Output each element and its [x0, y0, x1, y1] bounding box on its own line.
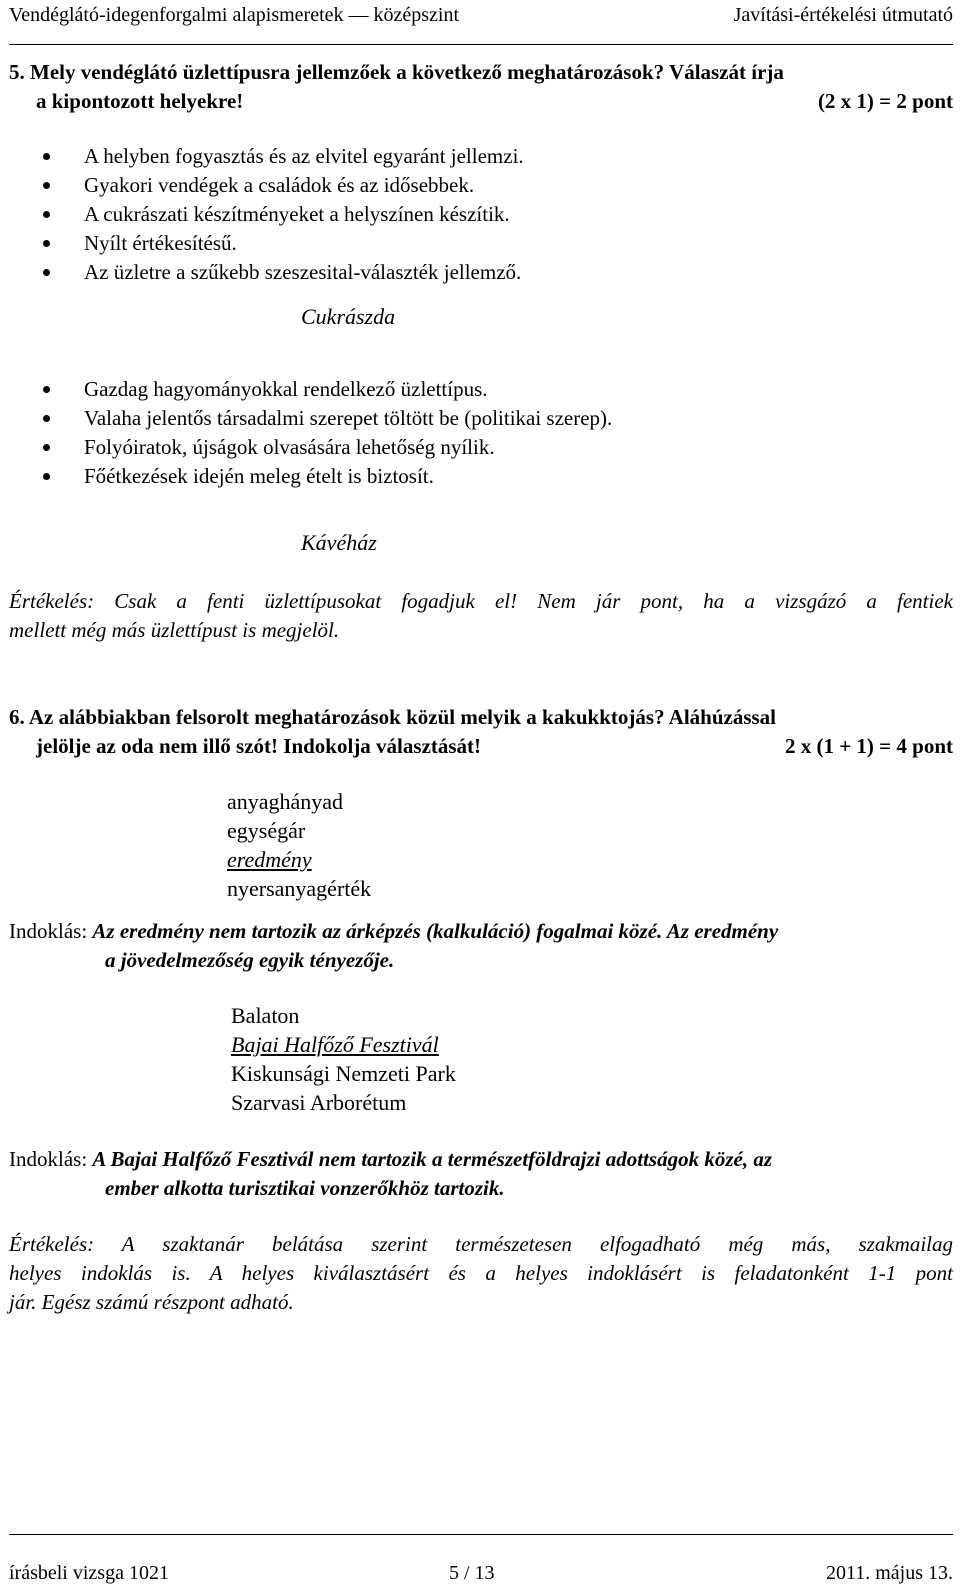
list-item-text: A helyben fogyasztás és az elvitel egyaránt jellemzi.	[84, 144, 524, 168]
list-item	[9, 462, 612, 491]
evaluation-line: Értékelés: A szaktanár belátása szerint természetesen elfogadható még más, szakmailag	[9, 1232, 953, 1256]
reason-label: Indoklás:	[9, 1147, 88, 1171]
header-doc-type: Javítási-értékelési útmutató	[733, 4, 953, 26]
list-item-text: Nyílt értékesítésű.	[84, 231, 237, 255]
question-5-group2-list	[9, 375, 612, 491]
question-5-title-line1: 5. Mely vendéglátó üzlettípusra jellemzőek a következő meghatározások? Válaszát írja	[9, 60, 784, 84]
question-6-wordlist-1	[227, 787, 371, 903]
question-6-wordlist-2	[231, 1001, 456, 1117]
question-6-title	[9, 703, 953, 761]
list-item-text: Folyóiratok, újságok olvasására lehetőség nyílik.	[84, 435, 495, 459]
reason-text: ember alkotta turisztikai vonzerőkhöz tartozik.	[105, 1176, 505, 1200]
question-6-reason-1	[9, 917, 953, 975]
list-item-text: Valaha jelentős társadalmi szerepet töltött be (politikai szerep).	[84, 406, 613, 430]
bullet-icon	[43, 211, 50, 218]
exam-page	[9, 0, 953, 1595]
bullet-icon	[43, 182, 50, 189]
question-5-evaluation	[9, 587, 953, 645]
answer-kavehaz: Kávéház	[301, 530, 377, 555]
list-item: anyaghányad	[227, 789, 344, 814]
list-item	[9, 171, 524, 200]
odd-one-out-item: Bajai Halfőző Fesztivál	[231, 1032, 439, 1057]
list-item-text: Gazdag hagyományokkal rendelkező üzlettípus.	[84, 377, 488, 401]
question-5-title-line2-row	[9, 87, 953, 116]
question-6-evaluation	[9, 1230, 953, 1317]
question-5-title-line2: a kipontozott helyekre!	[36, 89, 244, 113]
reason-text: a jövedelmezőség egyik tényezője.	[105, 948, 395, 972]
question-5-group1-list	[9, 142, 524, 287]
evaluation-line: helyes indoklás is. A helyes kiválasztásért és a helyes indoklásért is feladatonként 1-1 pont	[9, 1261, 953, 1285]
bullet-icon	[43, 473, 50, 480]
reason-line	[9, 917, 953, 946]
page-number: 5 / 13	[449, 1562, 495, 1584]
list-item	[9, 142, 524, 171]
list-item-text: Gyakori vendégek a családok és az idősebbek.	[84, 173, 475, 197]
list-item: nyersanyagérték	[227, 876, 372, 901]
reason-label: Indoklás:	[9, 919, 88, 943]
reason-line	[9, 1145, 953, 1174]
list-item	[9, 433, 612, 462]
evaluation-line: jár. Egész számú részpont adható.	[9, 1290, 294, 1314]
bullet-icon	[43, 444, 50, 451]
list-item-text: Az üzletre a szűkebb szeszesital-választék jellemző.	[84, 260, 522, 284]
list-item	[9, 258, 524, 287]
bullet-icon	[43, 386, 50, 393]
footer-date: 2011. május 13.	[825, 1562, 953, 1584]
bullet-icon	[43, 240, 50, 247]
header-divider	[9, 44, 953, 45]
bullet-icon	[43, 153, 50, 160]
list-item: Kiskunsági Nemzeti Park	[231, 1061, 456, 1086]
reason-text: A Bajai Halfőző Fesztivál nem tartozik a természetföldrajzi adottságok közé, az	[92, 1147, 773, 1171]
list-item-text: A cukrászati készítményeket a helyszínen készítik.	[84, 202, 510, 226]
question-6-title-line2: jelölje az oda nem illő szót! Indokolja választását!	[36, 734, 482, 758]
list-item: Szarvasi Arborétum	[231, 1090, 407, 1115]
list-item	[9, 229, 524, 258]
evaluation-line: mellett még más üzlettípust is megjelöl.	[9, 618, 340, 642]
list-item: Balaton	[231, 1003, 300, 1028]
reason-text: Az eredmény nem tartozik az árképzés (kalkuláció) fogalmai közé. Az eredmény	[92, 919, 779, 943]
question-5-title	[9, 58, 953, 116]
list-item-text: Főétkezések idején meleg ételt is biztosít.	[84, 464, 434, 488]
question-6-reason-2	[9, 1145, 953, 1203]
bullet-icon	[43, 269, 50, 276]
question-6-title-line2-row	[9, 732, 953, 761]
odd-one-out-item: eredmény	[227, 847, 312, 872]
list-item	[9, 375, 612, 404]
evaluation-line: Értékelés: Csak a fenti üzlettípusokat fogadjuk el! Nem jár pont, ha a vizsgázó a fentiek	[9, 589, 953, 613]
footer-divider	[9, 1534, 953, 1535]
list-item	[9, 404, 612, 433]
list-item: egységár	[227, 818, 306, 843]
footer-exam-code: írásbeli vizsga 1021	[9, 1562, 169, 1584]
bullet-icon	[43, 415, 50, 422]
header-subject: Vendéglátó-idegenforgalmi alapismeretek — középszint	[9, 4, 460, 26]
list-item	[9, 200, 524, 229]
question-6-title-line1: 6. Az alábbiakban felsorolt meghatározások közül melyik a kakukktojás? Aláhúzással	[9, 705, 777, 729]
answer-cukraszda: Cukrászda	[301, 304, 396, 329]
question-6-points: 2 x (1 + 1) = 4 pont	[784, 734, 953, 758]
question-5-points: (2 x 1) = 2 pont	[817, 89, 953, 113]
